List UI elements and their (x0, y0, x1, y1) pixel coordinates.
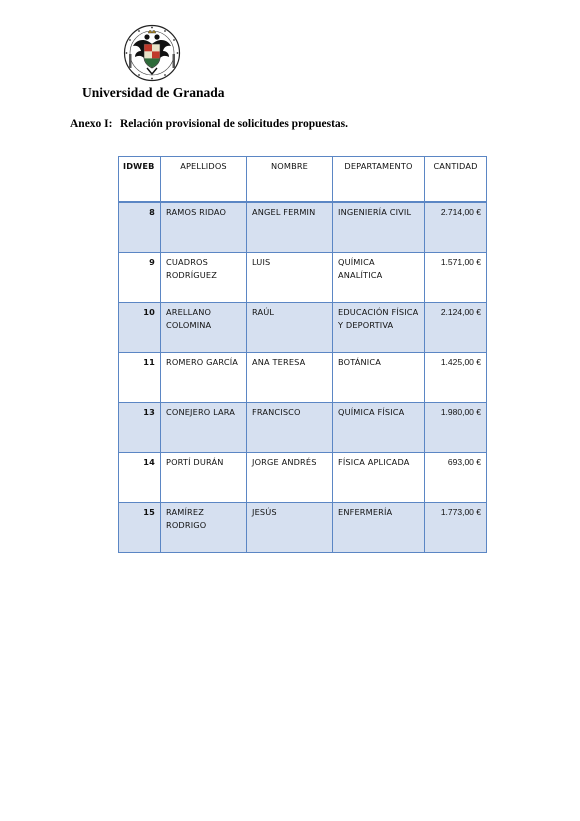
table-row (119, 202, 487, 253)
column-header-apellidos: APELLIDOS (161, 157, 247, 203)
university-name: Universidad de Granada (82, 85, 225, 100)
cell-idweb: 11 (119, 353, 161, 403)
cell-nombre: JORGE ANDRÉS (247, 453, 333, 503)
cell-apellidos: ARELLANO COLOMINA (161, 303, 247, 353)
cell-cantidad: 1.980,00 € (425, 403, 487, 453)
cell-cantidad: 1.773,00 € (425, 503, 487, 553)
table-row (119, 453, 487, 503)
cell-idweb: 14 (119, 453, 161, 503)
annex-title: Relación provisional de solicitudes propuestas. (120, 118, 349, 130)
cell-departamento: QUÍMICA ANALÍTICA (333, 253, 425, 303)
cell-apellidos: RAMOS RIDAO (161, 202, 247, 253)
annex-label: Anexo I: (70, 118, 113, 130)
cell-nombre: ANGEL FERMIN (247, 202, 333, 253)
annex-heading (70, 118, 348, 130)
cell-cantidad: 1.425,00 € (425, 353, 487, 403)
cell-idweb: 10 (119, 303, 161, 353)
proposals-table (118, 156, 487, 553)
table-row (119, 503, 487, 553)
cell-cantidad: 2.124,00 € (425, 303, 487, 353)
table-row (119, 353, 487, 403)
cell-nombre: JESÚS (247, 503, 333, 553)
cell-apellidos: ROMERO GARCÍA (161, 353, 247, 403)
cell-nombre: LUIS (247, 253, 333, 303)
cell-departamento: FÍSICA APLICADA (333, 453, 425, 503)
table-row (119, 303, 487, 353)
cell-nombre: RAÚL (247, 303, 333, 353)
cell-departamento: ENFERMERÍA (333, 503, 425, 553)
cell-apellidos: CONEJERO LARA (161, 403, 247, 453)
cell-idweb: 9 (119, 253, 161, 303)
cell-idweb: 8 (119, 202, 161, 253)
university-crest-icon (123, 24, 181, 82)
cell-departamento: EDUCACIÓN FÍSICA Y DEPORTIVA (333, 303, 425, 353)
cell-apellidos: RAMÍREZ RODRIGO (161, 503, 247, 553)
cell-nombre: ANA TERESA (247, 353, 333, 403)
cell-apellidos: CUADROS RODRÍGUEZ (161, 253, 247, 303)
cell-cantidad: 2.714,00 € (425, 202, 487, 253)
cell-departamento: QUÍMICA FÍSICA (333, 403, 425, 453)
cell-idweb: 15 (119, 503, 161, 553)
column-header-nombre: NOMBRE (247, 157, 333, 203)
table-row (119, 403, 487, 453)
cell-departamento: BOTÁNICA (333, 353, 425, 403)
table-header-row (119, 157, 487, 203)
column-header-departamento: DEPARTAMENTO (333, 157, 425, 203)
table-row (119, 253, 487, 303)
cell-cantidad: 1.571,00 € (425, 253, 487, 303)
column-header-cantidad: CANTIDAD (425, 157, 487, 203)
cell-nombre: FRANCISCO (247, 403, 333, 453)
cell-idweb: 13 (119, 403, 161, 453)
column-header-idweb: IDWEB (119, 157, 161, 203)
cell-departamento: INGENIERÍA CIVIL (333, 202, 425, 253)
cell-apellidos: PORTÍ DURÁN (161, 453, 247, 503)
cell-cantidad: 693,00 € (425, 453, 487, 503)
